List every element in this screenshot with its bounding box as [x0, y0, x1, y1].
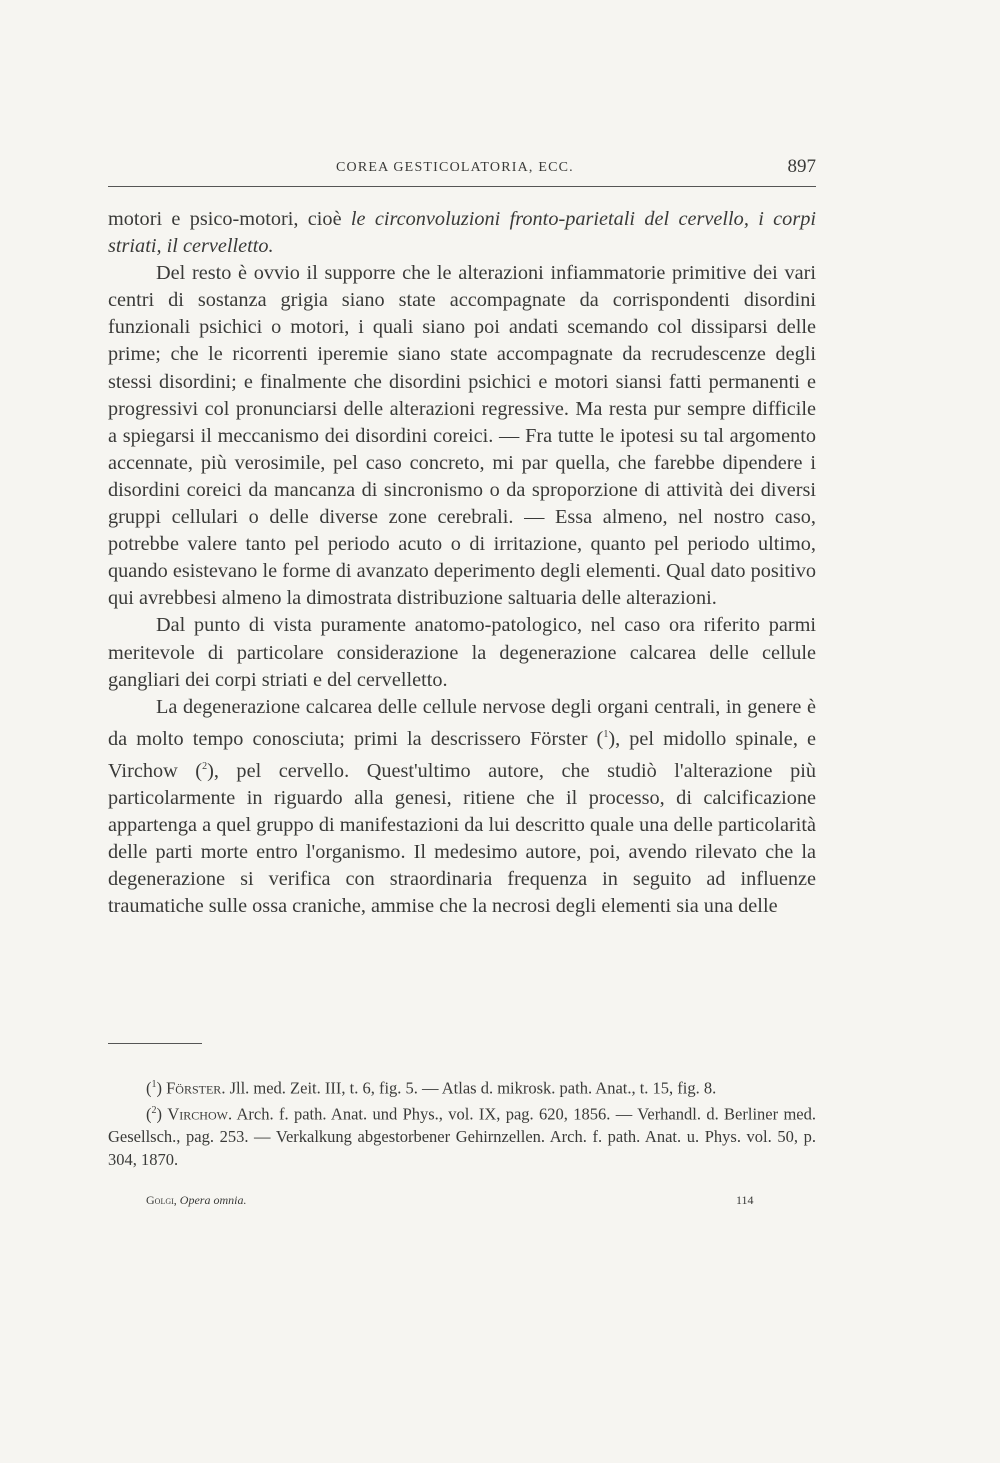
signature-author: Golgi [146, 1193, 174, 1207]
page-number: 897 [787, 156, 816, 177]
paragraph-4 [108, 694, 816, 920]
paragraph-4-text-b: ), pel midollo spinale, e Virchow ( [108, 727, 816, 782]
signature-separator: , [173, 1193, 180, 1207]
footnote-2: ($^2$) Virchow. Arch. f. path. Anat. und Phys., vol. IX, pag. 620, 1856. — Verhandl. d. Berliner med. Gesellsch., pag. 253. — Verkalkung abgestorbener Gehirnzellen. Arch. f. path. Anat. u. Phys. vol. 50, p. 304, 1870. [108, 1104, 816, 1169]
signature-title [146, 1193, 246, 1208]
footnote-rule [108, 1043, 202, 1044]
footnote-ref-2: 2 [202, 760, 208, 772]
body-text [108, 206, 816, 920]
paragraph-1-text: motori e psico-motori, cioè [108, 208, 351, 230]
signature-number: 114 [736, 1193, 754, 1207]
paragraph-4-text-a: La degenerazione calcarea delle cellule nervose degli organi centrali, in genere è da molto tempo conosciuta; primi la descrissero Förster ( [108, 695, 816, 750]
paragraph-1 [108, 206, 816, 260]
footnote-1-author: Förster [166, 1078, 222, 1098]
footnote-1-marker: 1 [151, 1079, 157, 1090]
footnotes [108, 1074, 816, 1171]
header-rule [108, 186, 816, 187]
footnote-2-marker: 2 [151, 1105, 157, 1116]
footnote-ref-1: 1 [603, 728, 609, 740]
signature-work: Opera omnia. [179, 1193, 247, 1207]
footnote-2-text: . Arch. f. path. Anat. und Phys., vol. IX, pag. 620, 1856. — Verhandl. d. Berliner med. Gesellsch., pag. 253. — Verkalkung abgestorbener Gehirnzellen. Arch. f. path. Anat. u. Phys. vol. 50, p. 304, 1870. [108, 1104, 816, 1169]
running-title: COREA GESTICOLATORIA, ECC. [336, 160, 574, 175]
page-header [108, 156, 816, 186]
paragraph-1-italic: le circonvoluzioni fronto-parietali del cervello, i corpi striati, il cervelletto. [108, 208, 816, 258]
footnote-2-author: Virchow [167, 1104, 228, 1124]
footnote-1: ($^1$) Förster. Jll. med. Zeit. III, t. 6, fig. 5. — Atlas d. mikrosk. path. Anat., t. 15, fig. 8. [146, 1078, 717, 1098]
footnote-1-text: . Jll. med. Zeit. III, t. 6, fig. 5. — Atlas d. mikrosk. path. Anat., t. 15, fig. 8. [221, 1078, 717, 1098]
paragraph-3: Dal punto di vista puramente anatomo-patologico, nel caso ora riferito parmi meritevole di particolare considerazione la degenerazione calcarea delle cellule gangliari dei corpi striati e del cervelletto. [108, 614, 816, 691]
paragraph-2: Del resto è ovvio il supporre che le alterazioni infiammatorie primitive dei vari centri di sostanza grigia siano state accompagnate da corrispondenti disordini funzionali psichici o motori, i quali siano poi andati scemando col dissiparsi delle prime; che le ricorrenti iperemie siano state accompagnate da recrudescenze degli stessi disordini; e finalmente che disordini psichici e motori siansi fatti permanenti e progressivi col pronunciarsi delle alterazioni regressive. Ma resta pur sempre difficile a spiegarsi il meccanismo dei disordini coreici. — Fra tutte le ipotesi su tal argomento accennate, più verosimile, pel caso concreto, mi par quella, che farebbe dipendere i disordini coreici da mancanza di sincronismo o da sproporzione di attività dei diversi gruppi cellulari o delle diverse zone cerebrali. — Essa almeno, nel nostro caso, potrebbe valere tanto pel periodo acuto o di irritazione, quanto pel periodo ultimo, quando esistevano le forme di avanzato deperimento degli elementi. Qual dato positivo qui avrebbesi almeno la dimostrata distribuzione saltuaria delle alterazioni. [108, 262, 816, 610]
paragraph-4-text-c: ), pel cervello. Quest'ultimo autore, che studiò l'alterazione più particolarmente in riguardo alla genesi, ritiene che il processo, di calcificazione appartenga a quel gruppo di manifestazioni da lui descritto quale una delle particolarità delle parti morte entro l'organismo. Il medesimo autore, poi, avendo rilevato che la degenerazione si verifica con straordinaria frequenza in seguito ad influenze traumatiche sulle ossa craniche, ammise che la necrosi degli elementi sia una delle [108, 759, 816, 917]
